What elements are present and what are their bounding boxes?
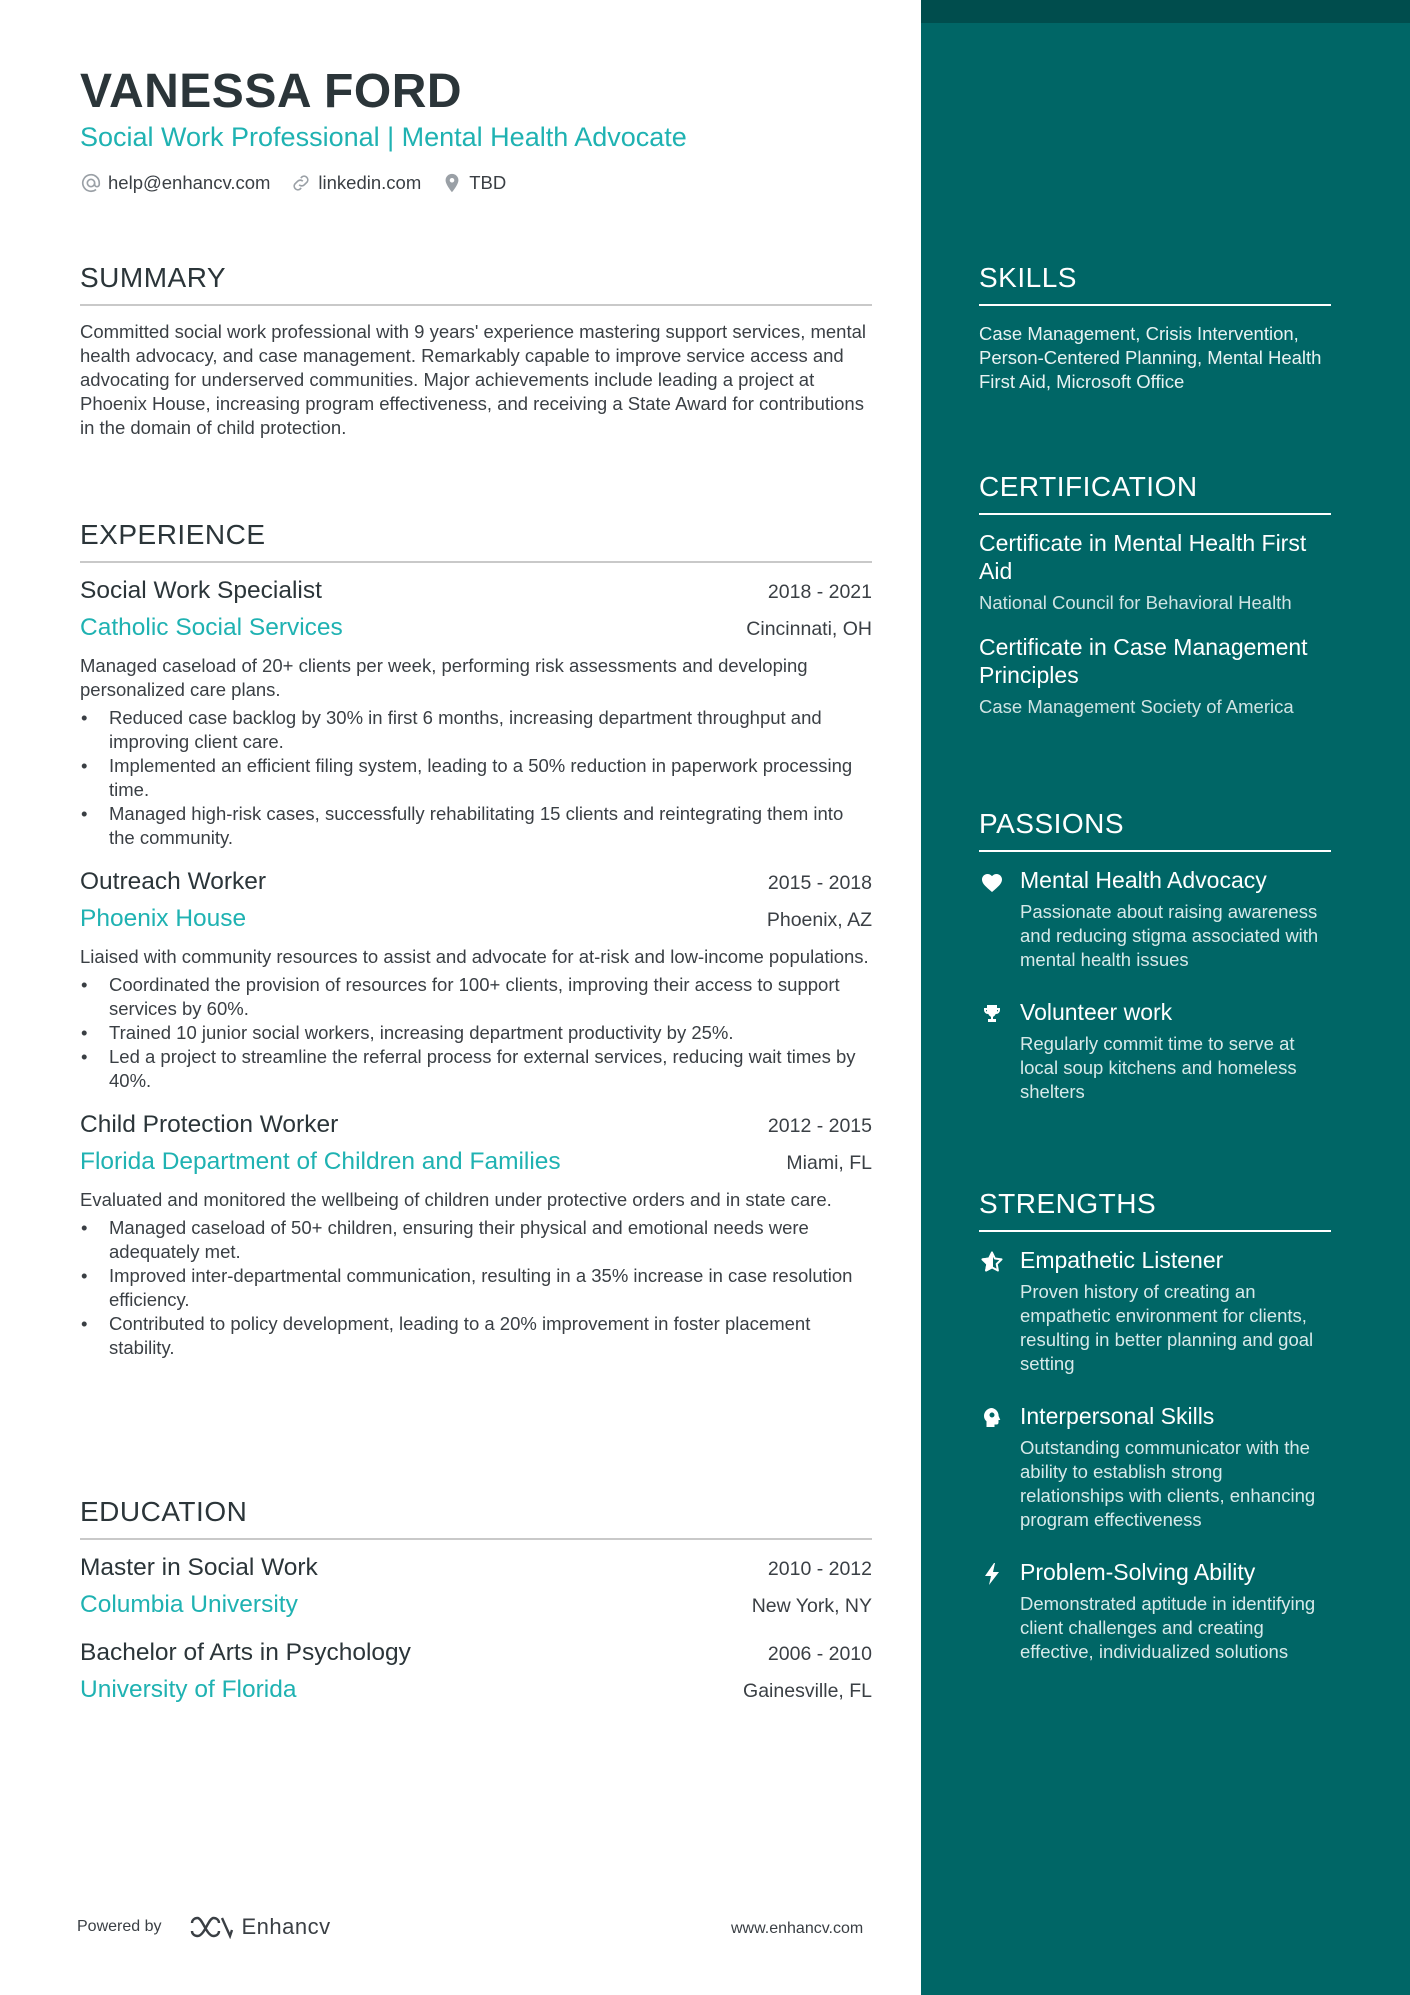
strength-description: Demonstrated aptitude in identifying client challenges and creating effective, individualized solutions xyxy=(1020,1593,1316,1662)
certification-name: Certificate in Case Management Principles xyxy=(979,634,1308,688)
job-location: Phoenix, AZ xyxy=(766,909,872,931)
job-organization: Phoenix House xyxy=(80,905,247,932)
education-degree: Master in Social Work xyxy=(80,1554,318,1581)
job-role: Outreach Worker xyxy=(80,868,267,895)
email-text: help@enhancv.com xyxy=(108,172,271,193)
education-entry xyxy=(80,1554,872,1619)
job-description: Managed caseload of 20+ clients per week, performing risk assessments and developing personalized care plans. xyxy=(80,655,808,700)
job-organization: Florida Department of Children and Families xyxy=(80,1148,561,1175)
job-bullet: • Contributed to policy development, leading to a 20% improvement in foster placement stability. xyxy=(80,1312,872,1360)
certification-org: National Council for Behavioral Health xyxy=(979,592,1292,613)
sidebar xyxy=(921,0,1410,1995)
strength-item xyxy=(979,1402,1331,1532)
brain-icon xyxy=(979,1405,1005,1431)
education-entry xyxy=(80,1639,872,1704)
strength-title: Empathetic Listener xyxy=(1020,1247,1224,1273)
strength-item xyxy=(979,1558,1331,1664)
summary-section xyxy=(80,262,872,440)
certification-org: Case Management Society of America xyxy=(979,696,1294,717)
job-entry xyxy=(80,577,872,850)
certification-section xyxy=(979,471,1331,719)
passion-description: Passionate about raising awareness and reducing stigma associated with mental health issues xyxy=(1020,901,1319,970)
job-bullet: • Managed high-risk cases, successfully rehabilitating 15 clients and reintegrating them into the community. xyxy=(80,802,872,850)
footer-branding xyxy=(77,1914,331,1940)
job-organization: Catholic Social Services xyxy=(80,614,343,641)
powered-by-label: Powered by xyxy=(77,1918,162,1935)
skills-section xyxy=(979,262,1331,394)
job-bullet: • Reduced case backlog by 30% in first 6 months, increasing department throughput and improving client care. xyxy=(80,706,872,754)
at-icon xyxy=(80,172,102,194)
website-text: linkedin.com xyxy=(318,172,422,193)
summary-text: Committed social work professional with 9 years' experience mastering support services, mental health advocacy, and case management. Remarkably capable to improve service access and advocating for underserved communities. Major achievements include leading a project at Phoenix House, increasing program effectiveness, and receiving a State Award for contributions in the domain of child protection. xyxy=(80,321,866,438)
education-heading: EDUCATION xyxy=(80,1496,872,1540)
link-icon xyxy=(290,172,312,194)
passion-title: Mental Health Advocacy xyxy=(1020,867,1267,893)
trophy-icon xyxy=(979,1001,1005,1027)
footer-url[interactable]: www.enhancv.com xyxy=(731,1920,864,1937)
job-location: Cincinnati, OH xyxy=(746,618,872,640)
strength-title: Problem-Solving Ability xyxy=(1020,1559,1256,1585)
strength-item xyxy=(979,1246,1331,1376)
location-pin-icon xyxy=(441,172,463,194)
enhancv-logo-icon xyxy=(188,1915,234,1939)
job-role: Social Work Specialist xyxy=(80,577,322,604)
job-bullet: • Managed caseload of 50+ children, ensuring their physical and emotional needs were adequately met. xyxy=(80,1216,872,1264)
contact-website[interactable] xyxy=(290,172,421,194)
job-location: Miami, FL xyxy=(786,1152,872,1174)
summary-heading: SUMMARY xyxy=(80,262,872,306)
strength-description: Proven history of creating an empathetic environment for clients, resulting in better planning and goal setting xyxy=(1020,1281,1314,1374)
candidate-title: Social Work Professional | Mental Health Advocate xyxy=(80,122,687,152)
job-description: Evaluated and monitored the wellbeing of children under protective orders and in state care. xyxy=(80,1189,832,1210)
job-entry xyxy=(80,868,872,1093)
experience-section xyxy=(80,519,872,1360)
job-dates: 2018 - 2021 xyxy=(767,581,872,603)
education-dates: 2006 - 2010 xyxy=(767,1643,872,1665)
education-dates: 2010 - 2012 xyxy=(767,1558,872,1580)
job-bullets xyxy=(80,706,872,850)
job-bullets xyxy=(80,1216,872,1360)
star-icon xyxy=(979,1249,1005,1275)
location-text: TBD xyxy=(469,172,507,193)
strengths-section xyxy=(979,1188,1331,1664)
job-bullet: • Trained 10 junior social workers, increasing department productivity by 25%. xyxy=(80,1021,872,1045)
brand-name: Enhancv xyxy=(241,1914,331,1939)
contact-email[interactable] xyxy=(80,172,270,194)
job-description: Liaised with community resources to assist and advocate for at-risk and low-income populations. xyxy=(80,946,869,967)
job-bullet: • Implemented an efficient filing system, leading to a 50% reduction in paperwork processing time. xyxy=(80,754,872,802)
passion-title: Volunteer work xyxy=(1020,999,1173,1025)
heart-icon xyxy=(979,869,1005,895)
lightning-icon xyxy=(979,1561,1005,1587)
certification-item xyxy=(979,529,1331,615)
passion-item xyxy=(979,998,1331,1104)
job-bullets xyxy=(80,973,872,1093)
candidate-name: VANESSA FORD xyxy=(80,65,463,118)
job-bullet: • Led a project to streamline the referral process for external services, reducing wait times by 40%. xyxy=(80,1045,872,1093)
job-bullet: • Coordinated the provision of resources for 100+ clients, improving their access to support services by 60%. xyxy=(80,973,872,1021)
passion-description: Regularly commit time to serve at local soup kitchens and homeless shelters xyxy=(1020,1033,1297,1102)
job-dates: 2012 - 2015 xyxy=(767,1115,872,1137)
strength-title: Interpersonal Skills xyxy=(1020,1403,1215,1429)
education-degree: Bachelor of Arts in Psychology xyxy=(80,1639,411,1666)
certification-heading: CERTIFICATION xyxy=(979,471,1331,515)
job-dates: 2015 - 2018 xyxy=(767,872,872,894)
passion-item xyxy=(979,866,1331,972)
education-school: Columbia University xyxy=(80,1591,298,1618)
passions-heading: PASSIONS xyxy=(979,808,1331,852)
certification-item xyxy=(979,633,1331,719)
skills-text: Case Management, Crisis Intervention, Person-Centered Planning, Mental Health First Aid, Microsoft Office xyxy=(979,323,1322,392)
job-bullet: • Improved inter-departmental communication, resulting in a 35% increase in case resolution efficiency. xyxy=(80,1264,872,1312)
education-location: New York, NY xyxy=(751,1595,872,1617)
education-school: University of Florida xyxy=(80,1676,297,1703)
enhancv-logo[interactable] xyxy=(188,1914,331,1940)
strength-description: Outstanding communicator with the ability to establish strong relationships with clients, enhancing program effectiveness xyxy=(1020,1437,1316,1530)
passions-section xyxy=(979,808,1331,1104)
job-role: Child Protection Worker xyxy=(80,1111,339,1138)
education-location: Gainesville, FL xyxy=(743,1680,872,1702)
experience-heading: EXPERIENCE xyxy=(80,519,872,563)
strengths-heading: STRENGTHS xyxy=(979,1188,1331,1232)
skills-heading: SKILLS xyxy=(979,262,1331,306)
job-entry xyxy=(80,1111,872,1360)
sidebar-top-band xyxy=(921,0,1410,23)
education-section xyxy=(80,1496,872,1704)
certification-name: Certificate in Mental Health First Aid xyxy=(979,530,1307,584)
contact-bar xyxy=(80,172,526,194)
contact-location xyxy=(441,172,506,194)
